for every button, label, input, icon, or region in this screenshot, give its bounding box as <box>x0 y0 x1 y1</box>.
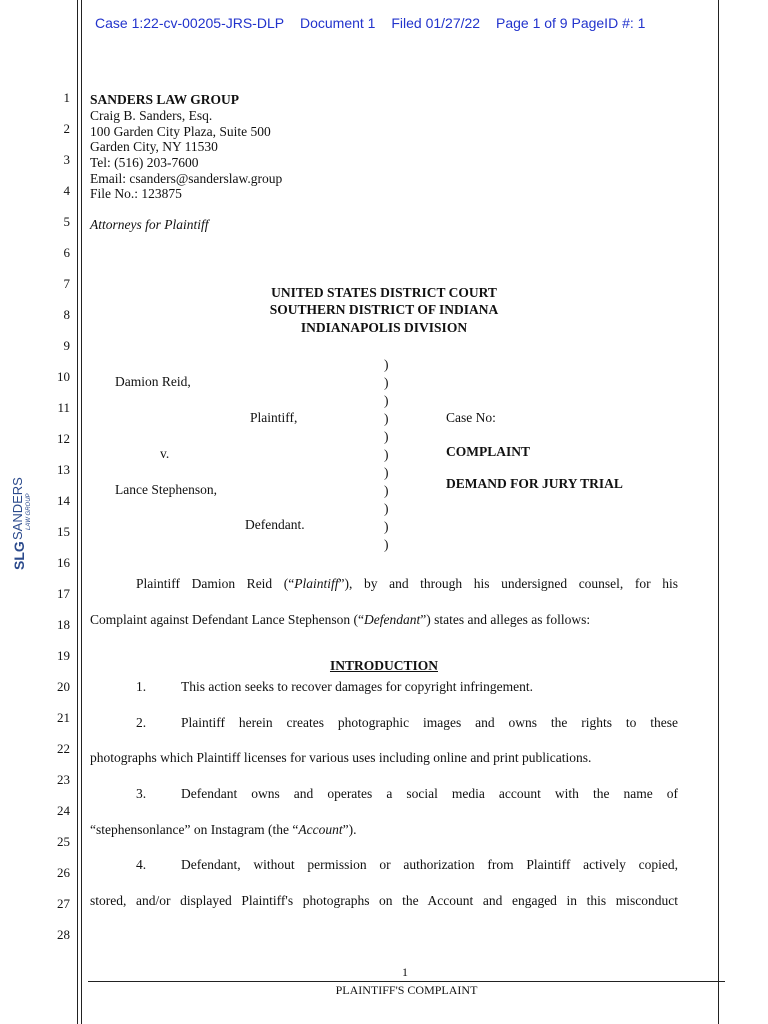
line-number: 10 <box>57 369 70 384</box>
line-number: 18 <box>57 617 70 632</box>
paragraph-3-line-1: Defendant owns and operates a social media account with the name of <box>181 786 678 801</box>
line-number: 13 <box>57 462 70 477</box>
paragraph-3-line-2: “stephensonlance” on Instagram (the “Account”). <box>90 822 357 837</box>
line-number: 14 <box>57 493 70 508</box>
line-number: 27 <box>57 896 70 911</box>
line-number: 22 <box>57 741 70 756</box>
line-number: 7 <box>63 276 70 291</box>
logo-mark: SLG <box>11 541 27 570</box>
paragraph-1: This action seeks to recover damages for copyright infringement. <box>181 679 534 694</box>
line-number: 20 <box>57 679 70 694</box>
defendant-label: Defendant. <box>245 517 305 532</box>
court-name: UNITED STATES DISTRICT COURT <box>271 285 497 300</box>
page-info: Page 1 of 9 PageID #: 1 <box>495 15 646 31</box>
plaintiff-label: Plaintiff, <box>250 410 298 425</box>
court-district: SOUTHERN DISTRICT OF INDIANA <box>269 302 499 317</box>
document-number: Document 1 <box>299 15 376 31</box>
address-line-1: 100 Garden City Plaza, Suite 500 <box>90 124 271 139</box>
line-number: 9 <box>63 338 70 353</box>
caption-parentheses: ) ) ) ) ) ) ) ) ) ) ) <box>384 357 389 552</box>
court-division: INDIANAPOLIS DIVISION <box>300 320 468 335</box>
line-number: 24 <box>57 803 70 818</box>
logo-subtext: LAW GROUP <box>26 493 32 530</box>
page-number: 1 <box>402 965 408 979</box>
line-number: 6 <box>63 245 70 260</box>
paragraph-number: 4. <box>136 857 147 872</box>
case-number: Case 1:22-cv-00205-JRS-DLP <box>95 15 285 31</box>
attorney-name: Craig B. Sanders, Esq. <box>90 108 213 123</box>
jury-demand: DEMAND FOR JURY TRIAL <box>446 476 623 491</box>
intro-line-1: Plaintiff Damion Reid (“Plaintiff”), by and through his undersigned counsel, for his <box>136 576 678 591</box>
line-number: 1 <box>63 90 70 105</box>
paragraph-2-line-2: photographs which Plaintiff licenses for various uses including online and print publications. <box>90 750 592 765</box>
line-number: 3 <box>63 152 70 167</box>
line-number: 19 <box>57 648 70 663</box>
line-number: 11 <box>57 400 70 415</box>
intro-line-2: Complaint against Defendant Lance Stephenson (“Defendant”) states and alleges as follows: <box>90 612 591 627</box>
defendant-name: Lance Stephenson, <box>115 482 217 497</box>
footer-title: PLAINTIFF'S COMPLAINT <box>335 983 478 997</box>
right-margin-rule <box>718 0 719 1024</box>
logo-text: SANDERS <box>10 477 25 540</box>
paragraph-2-line-1: Plaintiff herein creates photographic images and owns the rights to these <box>181 715 678 730</box>
file-number: File No.: 123875 <box>90 186 182 201</box>
court-filing-header <box>95 15 657 31</box>
line-number: 15 <box>57 524 70 539</box>
line-number: 17 <box>57 586 70 601</box>
complaint-title: COMPLAINT <box>446 444 530 459</box>
line-number: 16 <box>57 555 70 570</box>
versus: v. <box>160 446 170 461</box>
left-margin-rule-1 <box>77 0 78 1024</box>
paragraph-4-line-2: stored, and/or displayed Plaintiff's photographs on the Account and engaged in this misconduct <box>90 893 678 908</box>
line-number: 12 <box>57 431 70 446</box>
line-number: 26 <box>57 865 70 880</box>
line-number: 5 <box>63 214 70 229</box>
paragraph-number: 3. <box>136 786 147 801</box>
line-number: 25 <box>57 834 70 849</box>
paragraph-4-line-1: Defendant, without permission or authorization from Plaintiff actively copied, <box>181 857 678 872</box>
left-margin-rule-2 <box>81 0 82 1024</box>
footer-rule <box>88 981 725 982</box>
line-number: 2 <box>63 121 70 136</box>
filed-date: Filed 01/27/22 <box>391 15 481 31</box>
line-number: 8 <box>63 307 70 322</box>
sanders-law-group-logo <box>6 452 30 572</box>
paragraph-number: 1. <box>136 679 147 694</box>
telephone: Tel: (516) 203-7600 <box>90 155 199 170</box>
plaintiff-name: Damion Reid, <box>115 374 191 389</box>
line-number: 21 <box>57 710 70 725</box>
attorney-role: Attorneys for Plaintiff <box>90 217 209 232</box>
section-heading-introduction: INTRODUCTION <box>329 658 438 673</box>
email: Email: csanders@sanderslaw.group <box>90 171 283 186</box>
address-line-2: Garden City, NY 11530 <box>90 139 218 154</box>
line-number: 28 <box>57 927 70 942</box>
paragraph-number: 2. <box>136 715 147 730</box>
line-number: 4 <box>63 183 70 198</box>
case-no-label: Case No: <box>446 410 496 425</box>
firm-name: SANDERS LAW GROUP <box>90 92 240 107</box>
line-number: 23 <box>57 772 70 787</box>
